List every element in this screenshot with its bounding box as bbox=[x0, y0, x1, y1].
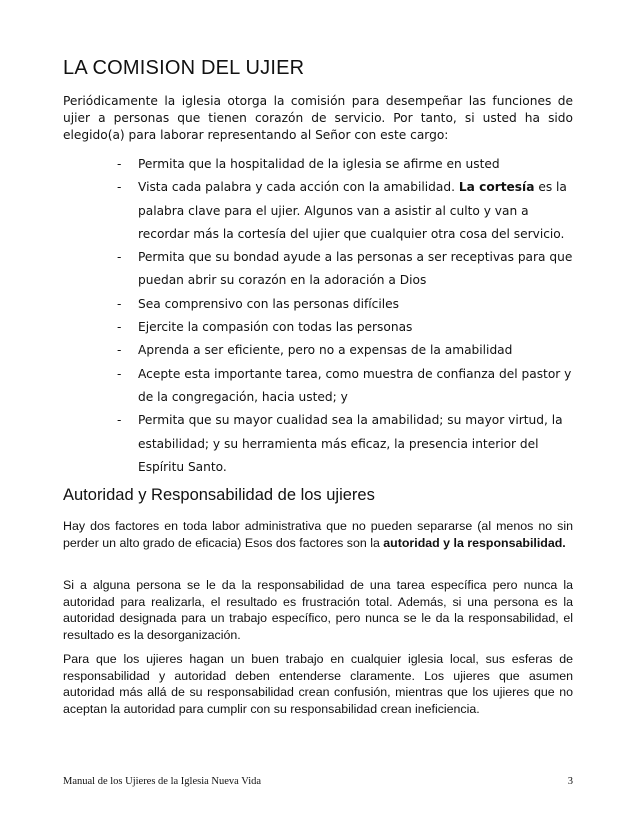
section-paragraph-2: Si a alguna persona se le da la responsabilidad de una tarea específica pero nunca la autoridad para realizarla, el resultado es frustración total. Además, si una persona es la autoridad designada para un trabajo específico, pero nunca se le da la responsabilidad, el resultado es la desorganización. bbox=[63, 578, 573, 642]
duties-list bbox=[117, 153, 577, 479]
intro-paragraph: Periódicamente la iglesia otorga la comisión para desempeñar las funciones de ujier a personas que tienen corazón de servicio. Por tanto, si usted ha sido elegido(a) para laborar representando al Señor con este cargo: bbox=[63, 94, 573, 142]
list-item bbox=[117, 176, 577, 246]
bullet-dash: - bbox=[117, 250, 122, 265]
bullet-dash: - bbox=[117, 296, 122, 311]
list-item-text: Permita que la hospitalidad de la iglesia se afirme en usted bbox=[138, 157, 500, 171]
list-item bbox=[117, 316, 577, 339]
list-item-text: Ejercite la compasión con todas las personas bbox=[138, 320, 413, 335]
bullet-dash: - bbox=[117, 157, 122, 171]
list-item-bold: La cortesía bbox=[458, 180, 535, 195]
section-heading: Autoridad y Responsabilidad de los ujieres bbox=[63, 486, 375, 504]
bullet-dash: - bbox=[117, 366, 122, 381]
list-item bbox=[117, 246, 577, 293]
footer-text: Manual de los Ujieres de la Iglesia Nueva Vida bbox=[63, 776, 262, 787]
bullet-dash: - bbox=[117, 180, 122, 195]
list-item-text: Sea comprensivo con las personas difíciles bbox=[138, 296, 400, 311]
page-footer bbox=[63, 776, 573, 787]
list-item-text: Permita que su mayor cualidad sea la amabilidad; su mayor virtud, la estabilidad; y su herramienta más eficaz, la presencia interior del Espíritu Santo. bbox=[138, 413, 563, 474]
list-item-text: Acepte esta importante tarea, como muestra de confianza del pastor y de la congregación, hacia usted; y bbox=[138, 366, 572, 404]
list-item-text: es la palabra clave para el ujier. Algunos van a asistir al culto y van a recordar más la cortesía del ujier que cualquier otra cosa del servicio. bbox=[138, 180, 567, 241]
bullet-dash: - bbox=[117, 343, 122, 358]
list-item bbox=[117, 293, 577, 316]
paragraph-bold: autoridad y la responsabilidad. bbox=[383, 535, 566, 550]
list-item-text: Aprenda a ser eficiente, pero no a expensas de la amabilidad bbox=[138, 343, 513, 358]
bullet-dash: - bbox=[117, 320, 122, 335]
page-title: LA COMISION DEL UJIER bbox=[63, 57, 305, 79]
section-paragraph-3: Para que los ujieres hagan un buen trabajo en cualquier iglesia local, sus esferas de responsabilidad y autoridad deben entenderse claramente. Los ujieres que asumen autoridad más allá de su responsabilidad crean confusión, mientras que los ujieres que no aceptan la autoridad para cumplir con su responsabilidad crean ineficiencia. bbox=[63, 652, 573, 716]
bullet-dash: - bbox=[117, 413, 122, 428]
paragraph-text: Hay dos factores en toda labor administrativa que no pueden separarse (al menos no sin perder un alto grado de eficacia) Esos dos factores son la bbox=[63, 519, 573, 550]
list-item bbox=[117, 409, 577, 479]
page-number: 3 bbox=[567, 776, 573, 787]
list-item bbox=[117, 339, 577, 362]
list-item-text: Vista cada palabra y cada acción con la amabilidad. bbox=[138, 180, 459, 195]
list-item bbox=[117, 153, 577, 176]
list-item bbox=[117, 363, 577, 410]
list-item-text: Permita que su bondad ayude a las personas a ser receptivas para que puedan abrir su corazón en la adoración a Dios bbox=[138, 250, 573, 288]
section-paragraph-1 bbox=[63, 518, 573, 551]
